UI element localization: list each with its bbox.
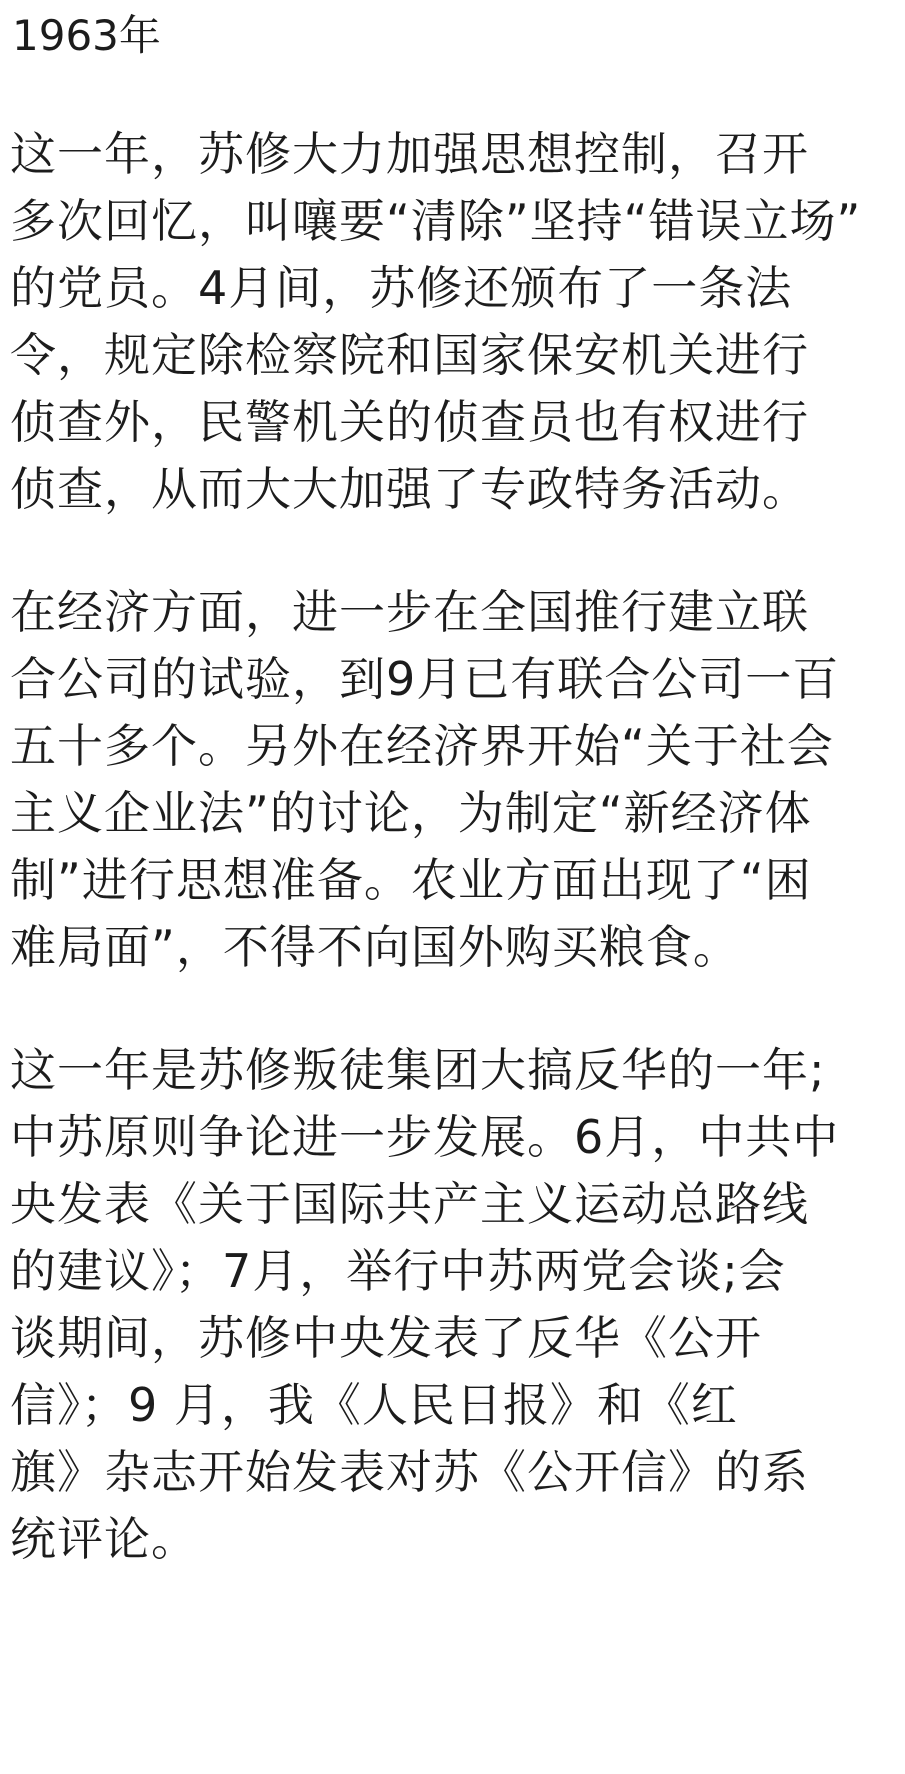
- paragraph-economy: [10, 579, 895, 981]
- year-heading: 1963年: [12, 11, 161, 60]
- paragraph-line: 统评论。: [10, 1512, 198, 1566]
- paragraph-line: 谈期间，苏修中央发表了反华《公开: [10, 1311, 762, 1365]
- paragraph-line: 难局面”，不得不向国外购买粮食。: [10, 920, 740, 974]
- paragraph-line: 五十多个。另外在经济界开始“关于社会: [10, 719, 834, 773]
- paragraph-line: 的建议》；7月，举行中苏两党会谈;会: [10, 1244, 786, 1298]
- paragraph-line: 制”进行思想准备。农业方面出现了“困: [10, 853, 812, 907]
- paragraph-line: 这一年是苏修叛徒集团大搞反华的一年;: [10, 1043, 826, 1097]
- paragraph-line: 中苏原则争论进一步发展。6月，中共中: [10, 1110, 840, 1164]
- paragraph-line: 信》；9 月，我《人民日报》和《红: [10, 1378, 738, 1432]
- paragraph-sino-soviet-dispute: [10, 1037, 895, 1573]
- paragraph-line: 这一年，苏修大力加强思想控制，召开: [10, 127, 809, 181]
- paragraph-line: 央发表《关于国际共产主义运动总路线: [10, 1177, 809, 1231]
- paragraph-ideological-control: [10, 121, 895, 523]
- paragraph-line: 侦查外，民警机关的侦查员也有权进行: [10, 395, 809, 449]
- paragraph-line: 主义企业法”的讨论，为制定“新经济体: [10, 786, 812, 840]
- paragraph-line: 侦查，从而大大加强了专政特务活动。: [10, 462, 809, 516]
- paragraph-line: 在经济方面，进一步在全国推行建立联: [10, 585, 809, 639]
- paragraph-line: 多次回忆，叫嚷要“清除”坚持“错误立场”: [10, 194, 862, 248]
- article-page: [0, 6, 905, 1774]
- paragraph-line: 旗》杂志开始发表对苏《公开信》的系: [10, 1445, 809, 1499]
- paragraph-line: 令，规定除检察院和国家保安机关进行: [10, 328, 809, 382]
- paragraph-line: 合公司的试验，到9月已有联合公司一百: [10, 652, 840, 706]
- paragraph-line: 的党员。4月间，苏修还颁布了一条法: [10, 261, 793, 315]
